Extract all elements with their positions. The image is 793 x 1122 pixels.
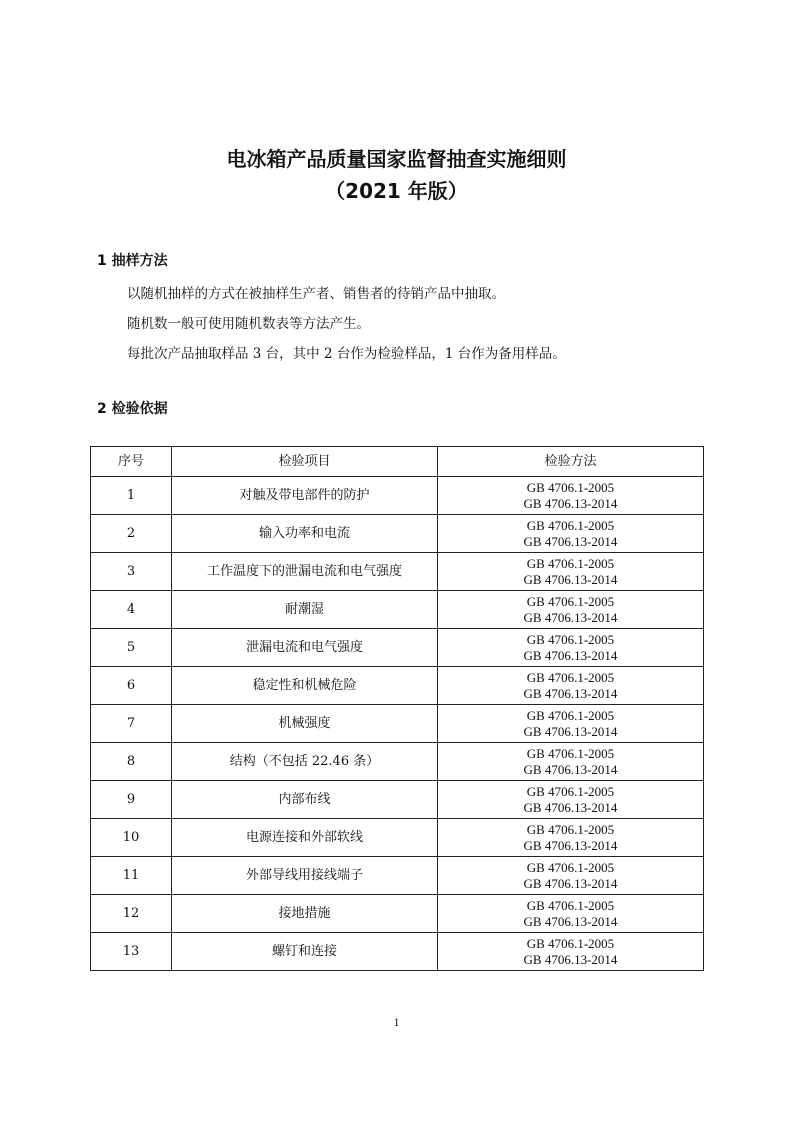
row-serial-number: 1 bbox=[91, 477, 172, 515]
row-inspection-method bbox=[438, 743, 704, 781]
row-inspection-method bbox=[438, 515, 704, 553]
row-inspection-method bbox=[438, 819, 704, 857]
row-serial-number: 10 bbox=[91, 819, 172, 857]
section-2-heading: 2 检验依据 bbox=[97, 401, 168, 417]
row-inspection-method bbox=[438, 477, 704, 515]
method-standard-general: GB 4706.1-2005 bbox=[526, 859, 615, 875]
row-inspection-method bbox=[438, 591, 704, 629]
method-standard-general: GB 4706.1-2005 bbox=[526, 669, 615, 685]
row-serial-number: 2 bbox=[91, 515, 172, 553]
row-inspection-method bbox=[438, 629, 704, 667]
row-serial-number: 12 bbox=[91, 895, 172, 933]
row-inspection-method bbox=[438, 667, 704, 705]
row-inspection-method bbox=[438, 933, 704, 971]
method-standard-refrigerator: GB 4706.13-2014 bbox=[523, 913, 618, 929]
method-standard-general: GB 4706.1-2005 bbox=[526, 783, 615, 799]
table-row bbox=[91, 819, 704, 857]
method-standard-refrigerator: GB 4706.13-2014 bbox=[523, 951, 618, 967]
header-serial-number: 序号 bbox=[91, 447, 172, 477]
inspection-table bbox=[90, 446, 704, 971]
row-serial-number: 9 bbox=[91, 781, 172, 819]
row-inspection-item: 输入功率和电流 bbox=[172, 515, 438, 553]
table-row bbox=[91, 705, 704, 743]
table-row bbox=[91, 857, 704, 895]
method-standard-refrigerator: GB 4706.13-2014 bbox=[523, 571, 618, 587]
page-number: 1 bbox=[393, 1015, 400, 1029]
row-inspection-item: 内部布线 bbox=[172, 781, 438, 819]
method-standard-refrigerator: GB 4706.13-2014 bbox=[523, 495, 618, 511]
row-inspection-item: 接地措施 bbox=[172, 895, 438, 933]
row-serial-number: 11 bbox=[91, 857, 172, 895]
table-row bbox=[91, 553, 704, 591]
row-serial-number: 6 bbox=[91, 667, 172, 705]
row-inspection-item: 结构（不包括 22.46 条） bbox=[172, 743, 438, 781]
section-1-paragraph-1: 以随机抽样的方式在被抽样生产者、销售者的待销产品中抽取。 bbox=[127, 286, 505, 302]
row-serial-number: 8 bbox=[91, 743, 172, 781]
table-row bbox=[91, 743, 704, 781]
method-standard-refrigerator: GB 4706.13-2014 bbox=[523, 723, 618, 739]
row-serial-number: 5 bbox=[91, 629, 172, 667]
row-inspection-item: 对触及带电部件的防护 bbox=[172, 477, 438, 515]
row-inspection-method bbox=[438, 705, 704, 743]
row-inspection-item: 螺钉和连接 bbox=[172, 933, 438, 971]
row-inspection-item: 泄漏电流和电气强度 bbox=[172, 629, 438, 667]
table-row bbox=[91, 477, 704, 515]
method-standard-general: GB 4706.1-2005 bbox=[526, 707, 615, 723]
method-standard-refrigerator: GB 4706.13-2014 bbox=[523, 761, 618, 777]
method-standard-refrigerator: GB 4706.13-2014 bbox=[523, 685, 618, 701]
method-standard-general: GB 4706.1-2005 bbox=[526, 897, 615, 913]
row-serial-number: 4 bbox=[91, 591, 172, 629]
document-title: 电冰箱产品质量国家监督抽查实施细则 bbox=[226, 147, 567, 171]
section-1-paragraph-3: 每批次产品抽取样品 3 台，其中 2 台作为检验样品，1 台作为备用样品。 bbox=[127, 346, 566, 362]
method-standard-general: GB 4706.1-2005 bbox=[526, 745, 615, 761]
method-standard-refrigerator: GB 4706.13-2014 bbox=[523, 875, 618, 891]
header-inspection-method: 检验方法 bbox=[438, 447, 704, 477]
document-edition: （2021 年版） bbox=[325, 179, 468, 203]
method-standard-general: GB 4706.1-2005 bbox=[526, 631, 615, 647]
row-inspection-method bbox=[438, 553, 704, 591]
section-1-heading: 1 抽样方法 bbox=[97, 253, 168, 269]
row-inspection-item: 耐潮湿 bbox=[172, 591, 438, 629]
method-standard-general: GB 4706.1-2005 bbox=[526, 935, 615, 951]
method-standard-general: GB 4706.1-2005 bbox=[526, 593, 615, 609]
method-standard-general: GB 4706.1-2005 bbox=[526, 821, 615, 837]
row-inspection-method bbox=[438, 857, 704, 895]
row-inspection-item: 工作温度下的泄漏电流和电气强度 bbox=[172, 553, 438, 591]
row-inspection-item: 电源连接和外部软线 bbox=[172, 819, 438, 857]
row-inspection-item: 外部导线用接线端子 bbox=[172, 857, 438, 895]
table-row bbox=[91, 629, 704, 667]
method-standard-general: GB 4706.1-2005 bbox=[526, 479, 615, 495]
table-header-row bbox=[91, 447, 704, 477]
row-inspection-method bbox=[438, 781, 704, 819]
row-inspection-method bbox=[438, 895, 704, 933]
header-inspection-item: 检验项目 bbox=[172, 447, 438, 477]
method-standard-general: GB 4706.1-2005 bbox=[526, 517, 615, 533]
row-serial-number: 3 bbox=[91, 553, 172, 591]
method-standard-refrigerator: GB 4706.13-2014 bbox=[523, 799, 618, 815]
row-inspection-item: 稳定性和机械危险 bbox=[172, 667, 438, 705]
table-row bbox=[91, 895, 704, 933]
table-row bbox=[91, 515, 704, 553]
row-serial-number: 7 bbox=[91, 705, 172, 743]
method-standard-general: GB 4706.1-2005 bbox=[526, 555, 615, 571]
table-row bbox=[91, 781, 704, 819]
method-standard-refrigerator: GB 4706.13-2014 bbox=[523, 837, 618, 853]
table-row bbox=[91, 933, 704, 971]
table-row bbox=[91, 591, 704, 629]
method-standard-refrigerator: GB 4706.13-2014 bbox=[523, 609, 618, 625]
row-inspection-item: 机械强度 bbox=[172, 705, 438, 743]
section-1-paragraph-2: 随机数一般可使用随机数表等方法产生。 bbox=[127, 316, 370, 332]
table-row bbox=[91, 667, 704, 705]
row-serial-number: 13 bbox=[91, 933, 172, 971]
method-standard-refrigerator: GB 4706.13-2014 bbox=[523, 533, 618, 549]
method-standard-refrigerator: GB 4706.13-2014 bbox=[523, 647, 618, 663]
